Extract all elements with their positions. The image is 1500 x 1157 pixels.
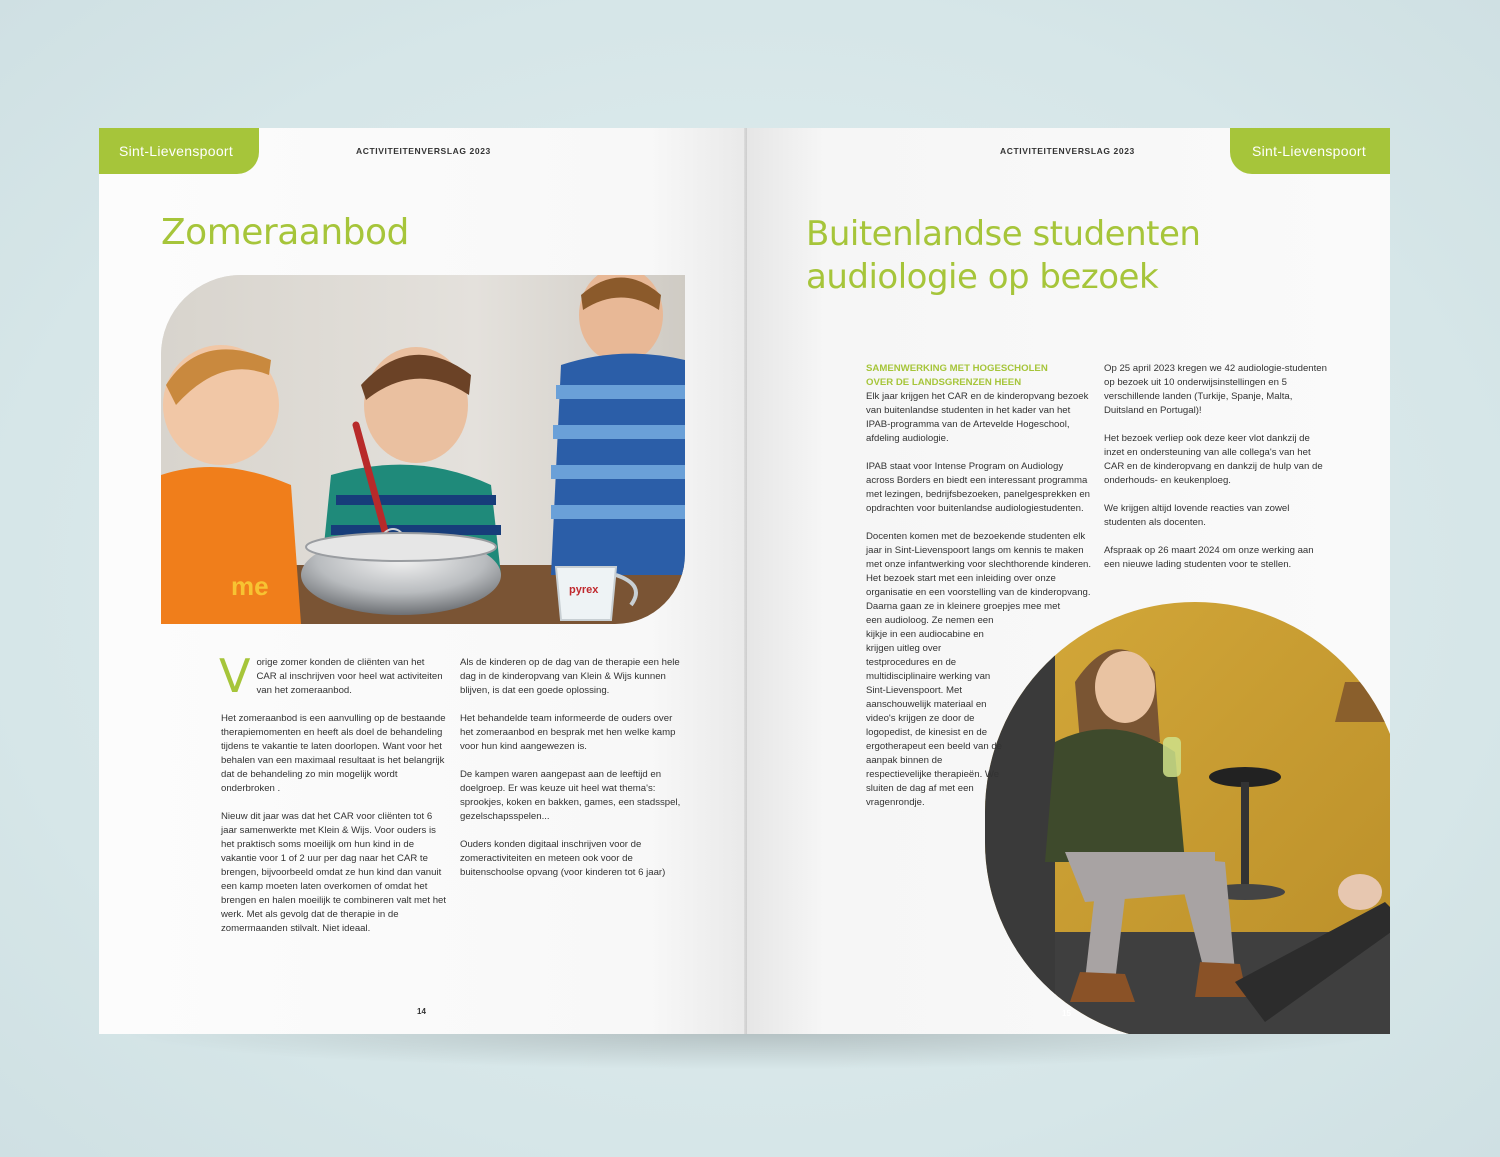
title-line-2: audiologie op bezoek [806,257,1159,297]
paragraph: Op 25 april 2023 kregen we 42 audiologie-studenten op bezoek uit 10 onderwijsinstellingen en 5 verschillende landen (Turkije, Spanje, Malta, Duitsland en Portugal)! [1104,363,1327,416]
paragraph: Elk jaar krijgen het CAR en de kinderopvang bezoek van buitenlandse studenten in het kader van het IPAB-programma van de Artevelde Hogeschool, afdeling audiologie. [866,391,1089,444]
paragraph: Ouders konden digitaal inschrijven voor de zomeractiviteiten en meteen ook voor de buitenschoolse opvang (voor kinderen tot 6 jaar) [460,839,666,878]
paragraph: We krijgen altijd lovende reacties van zowel studenten als docenten. [1104,503,1290,528]
subheading-line-1: SAMENWERKING MET HOGESCHOLEN [866,363,1048,374]
intro-paragraph [219,649,447,703]
paragraph: IPAB staat voor Intense Program on Audiology across Borders en biedt een interessant programma met lezingen, bedrijfsbezoeken, panelgesprekken en opdrachten voor buitenlandse audiologiestudenten. [866,461,1091,514]
paragraph: De kampen waren aangepast aan de leeftijd en doelgroep. Er was keuze uit heel wat thema's: sprookjes, koken en bakken, games, een stadsspel, gezelschapsspelen... [460,769,681,822]
paragraph: Nieuw dit jaar was dat het CAR voor cliënten tot 6 jaar samenwerkte met Klein & Wijs. Voor ouders is het praktisch soms moeilijk om hun kind in de vakantie voor 1 of 2 uur per dag naar het CAR te brengen, bijvoorbeeld omdat ze hun kind dan vanuit een kamp moeten laten overkomen of omdat het brengen en halen moeilijk te combineren valt met het werk. Met als gevolg dat de therapie in de zomermaanden stilvalt. Niet ideaal. [221,811,447,934]
left-page-tab: Sint-Lievenspoort [99,128,259,174]
dropcap-letter: V [219,649,251,703]
page-number-right: 15 [1062,1009,1071,1018]
left-page-title: Zomeraanbod [161,212,409,253]
paragraph: Docenten komen met de bezoekende studenten elk jaar in Sint-Lievenspoort langs om kennis te maken met onze infantwerking voor slechthorende kinderen. Het bezoek start met een inleiding over onze organisatie en een voorstelling van de kinderopvang. Daarna gaan ze in kleinere groepjes mee met [866,531,1092,612]
paragraph: Afspraak op 26 maart 2024 om onze werking aan een nieuwe lading studenten voor te stellen. [1104,545,1314,570]
section-subheading [866,362,1094,390]
intro-text: orige zomer konden de cliënten van het CAR al inschrijven voor heel wat activiteiten van het zomeraanbod. [256,657,443,696]
bowl-brand-text: pyrex [569,584,599,596]
right-page [747,128,1390,1034]
subheading-line-2: OVER DE LANDSGRENZEN HEEN [866,377,1022,388]
children-baking-illustration [161,275,685,624]
shirt-print-text: me [231,571,269,601]
left-column-2 [460,656,688,894]
right-column-1 [866,362,1094,824]
left-page [99,128,747,1034]
left-column-1 [219,649,447,950]
paragraph: Als de kinderen op de dag van de therapie een hele dag in de kinderopvang van Klein & Wijs kunnen blijven, is dat een goede oplossing. [460,657,680,696]
paragraph-wrapped: een audioloog. Ze nemen een kijkje in een audiocabine en krijgen uitleg over testprocedures en de multidisciplinaire werking van Sint-Lievenspoort. Met aanschouwelijk materiaal en video's krijgen ze door de logopedist, de kinesist en de ergotherapeut een beeld van de aanpak binnen de respectievelijke therapieën. We sluiten de dag af met een vragenrondje. [866,615,1003,808]
right-page-tab: Sint-Lievenspoort [1230,128,1390,174]
right-column-2 [1104,362,1328,586]
right-page-title [806,213,1200,299]
left-running-head: ACTIVITEITENVERSLAG 2023 [356,146,491,156]
brochure-shadow [110,1030,1400,1070]
title-line-1: Buitenlandse studenten [806,214,1201,254]
right-running-head: ACTIVITEITENVERSLAG 2023 [1000,146,1135,156]
page-number-left: 14 [417,1007,426,1016]
paragraph: Het behandelde team informeerde de ouders over het zomeraanbod en besprak met hen welke kamp voor hun kind aangewezen is. [460,713,676,752]
children-baking-photo [161,275,685,624]
paragraph: Het zomeraanbod is een aanvulling op de bestaande therapiemomenten en heeft als doel de behandeling tijdens te vakantie te laten doorlopen. Want voor het behalen van een maximaal resultaat is het belangrijk dat de behandeling zo min mogelijk wordt onderbroken . [221,713,446,794]
paragraph: Het bezoek verliep ook deze keer vlot dankzij de inzet en ondersteuning van alle collega's van het CAR en de kinderopvang en dankzij de hulp van de onderhouds- en keukenploeg. [1104,433,1323,486]
